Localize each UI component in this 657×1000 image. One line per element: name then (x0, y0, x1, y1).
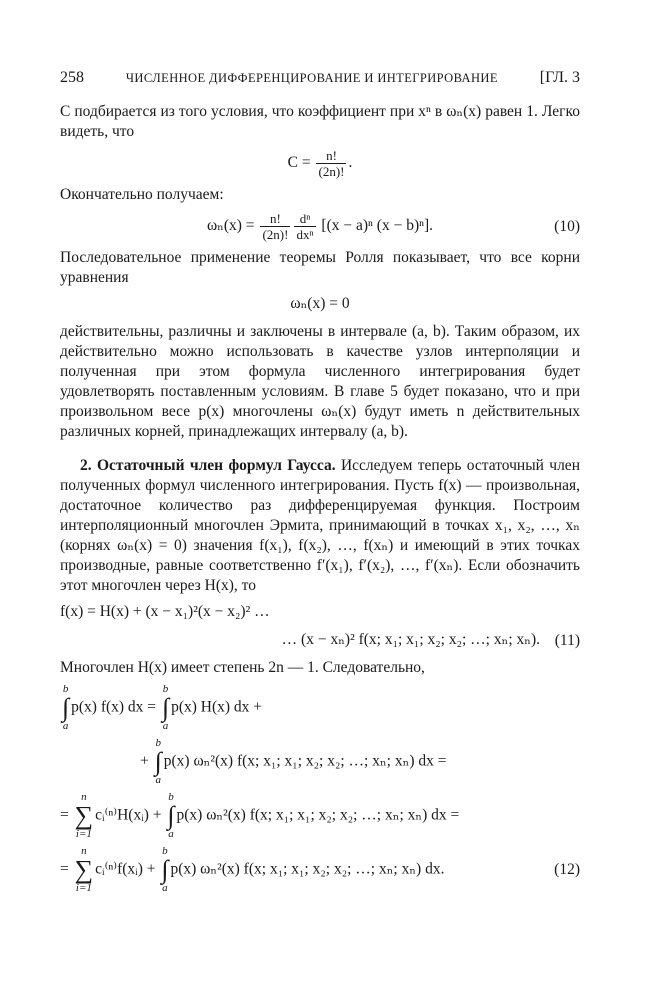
fraction-1: $\frac{n!}{(2n)!}$ (262, 211, 289, 242)
equation-number-10: (10) (554, 217, 580, 235)
paragraph-4: действительны, различны и заключены в интервале (a, b). Таким образом, их действительно можно использовать в качестве узлов интерполяции и полученная при этом формула численного интегрирования будет удовлетворять поставленным условиям. В главе 5 будет показано, что и при произвольном весе p(x) многочлены ωₙ(x) будут иметь n действительных различных корней, принадлежащих интервалу (a, b). (60, 323, 580, 440)
equation-12-line-2: + b ∫ a p(x) ωₙ²(x) f(x; x₁; x₁; x₂; x₂; …; xₙ; xₙ) dx = (140, 737, 447, 786)
integral-sign: b ∫ a (161, 683, 170, 732)
book-page (60, 68, 580, 900)
running-header (60, 68, 580, 102)
paragraph-6: Многочлен H(x) имеет степень 2n — 1. Следовательно, (60, 659, 425, 676)
integral-sign: b ∫ a (154, 737, 162, 786)
equation-12-line-3: = n ∑ i=1 cᵢ⁽ⁿ⁾H(xᵢ) + b ∫ a p(x) ωₙ²(x) f(x; x₁; x₁; x₂; x₂; …; xₙ; xₙ) dx = (60, 791, 460, 840)
sum-sign: n ∑ i=1 (74, 845, 94, 894)
paragraph-5: 2. Остаточный член формул Гаусса. Исследуем теперь остаточный член полученных формул численного интегрирования. Пусть f(x) — произвольная, достаточное количество раз дифференцируемая функция. Построим интерполяционный многочлен Эрмита, принимающий в точках x₁, x₂, …, xₙ (корнях ωₙ(x) = 0) значения f(x₁), f(x₂), …, f(xₙ) и имеющий в этих точках производные, равные соответственно f′(x₁), f′(x₂), …, f′(xₙ). Если обозначить этот многочлен через H(x), то (60, 457, 580, 594)
equation-11-line-1: f(x) = H(x) + (x − x₁)²(x − x₂)² … (60, 603, 270, 620)
equation-c: C = $\frac{n!}{(2n)!}$ . (287, 148, 353, 179)
fraction: $\frac{n!}{(2n)!}$ (318, 148, 345, 179)
paragraph-3: Последовательное применение теоремы Ролля показывает, что все корни уравнения (60, 249, 580, 286)
integral-sign: b ∫ a (161, 845, 169, 894)
section-title: 2. Остаточный член формул Гаусса. (80, 457, 336, 474)
equation-number-12: (12) (554, 861, 580, 878)
equation-12-line-1: b ∫ a p(x) f(x) dx = b ∫ a p(x) H(x) dx + (62, 683, 263, 732)
integral-sign: b ∫ a (167, 791, 175, 840)
equation-12-line-4: = n ∑ i=1 cᵢ⁽ⁿ⁾f(xᵢ) + b ∫ a p(x) ωₙ²(x) f(x; x₁; x₁; x₂; x₂; …; xₙ; xₙ) dx. (12) (60, 845, 580, 894)
integral-sign: b ∫ a (62, 683, 70, 732)
equation-number-11: (11) (554, 632, 580, 649)
equation-roots: ωₙ(x) = 0 (290, 295, 350, 312)
paragraph-1: C подбирается из того условия, что коэффициент при xⁿ в ωₙ(x) равен 1. Легко видеть, что (60, 103, 580, 140)
fraction-2: $\frac{\text{dⁿ}}{\text{dxⁿ}}$ (296, 211, 314, 242)
sum-sign: n ∑ i=1 (74, 791, 94, 840)
page-number: 258 (60, 69, 84, 86)
equation-11-line-2: … (x − xₙ)² f(x; x₁; x₁; x₂; x₂; …; xₙ; xₙ). (11) (281, 631, 580, 649)
equation-10: ωₙ(x) = $\frac{n!}{(2n)!}$ $\frac{\text{dⁿ}}{\text{dxⁿ}}$ [(x − a)ⁿ (x − b)ⁿ]. (10) (206, 211, 580, 242)
chapter-label: [ГЛ. 3 (539, 69, 580, 86)
running-title: ЧИСЛЕННОЕ ДИФФЕРЕНЦИРОВАНИЕ И ИНТЕГРИРОВАНИЕ (125, 71, 498, 85)
paragraph-2: Окончательно получаем: (60, 186, 224, 203)
